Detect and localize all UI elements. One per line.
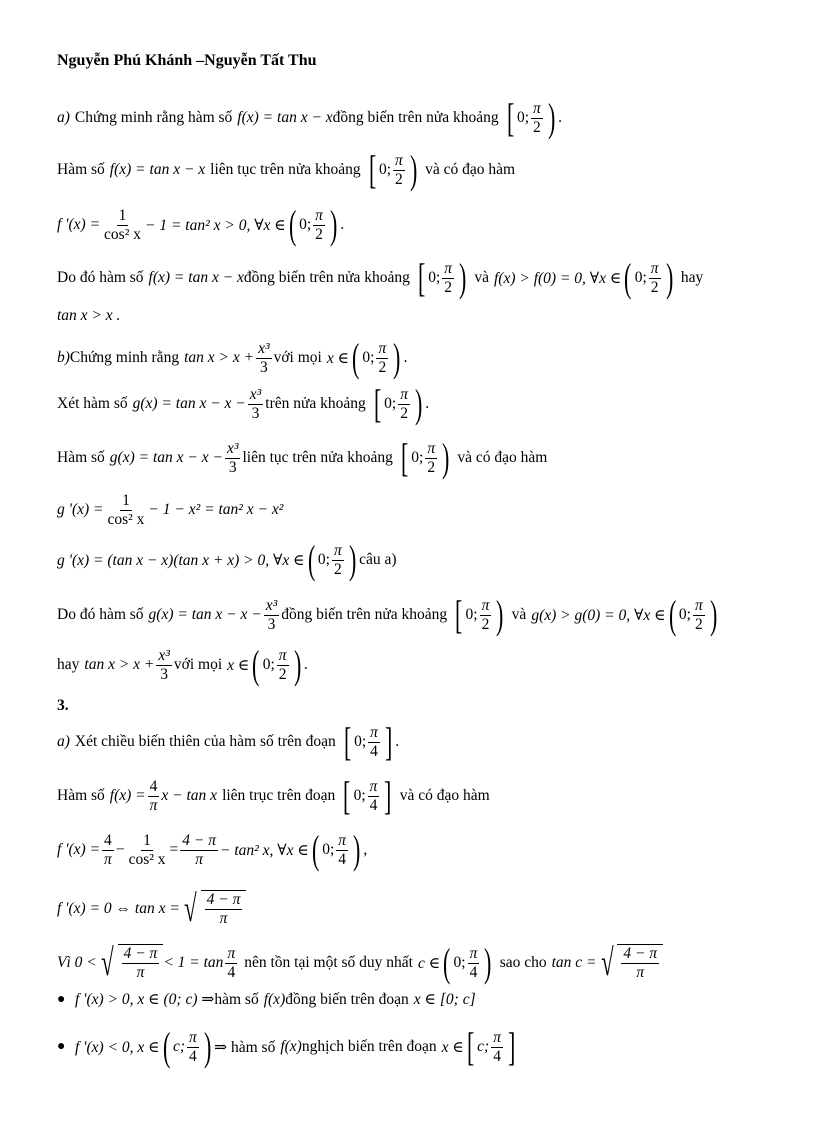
math-text: trên nửa khoảng bbox=[265, 395, 366, 412]
math-text: g(x) = tan x − x − bbox=[148, 606, 262, 623]
math-text: 0; bbox=[322, 841, 335, 858]
fraction-denominator: π bbox=[195, 850, 203, 868]
math-text: < 1 = tan bbox=[163, 954, 224, 971]
math-text: nên tồn tại một số duy nhất bbox=[244, 954, 413, 971]
fraction-denominator: cos² x bbox=[107, 510, 145, 528]
bracket: ( bbox=[162, 1024, 170, 1069]
bracket: ( bbox=[668, 592, 676, 637]
fraction bbox=[336, 832, 348, 869]
bracket: [ bbox=[455, 592, 463, 637]
math-text: 0; bbox=[465, 606, 478, 623]
math-text: tan x > x + bbox=[184, 349, 255, 366]
fraction bbox=[156, 647, 172, 684]
part-b-derivative-2 bbox=[57, 537, 786, 582]
math-text: 0; bbox=[262, 656, 275, 673]
part-a-claim bbox=[57, 95, 786, 140]
math-text: 0; bbox=[354, 733, 367, 750]
fraction-numerator: x³ bbox=[265, 596, 278, 614]
math-text: hay bbox=[680, 269, 704, 286]
radical-icon: √ bbox=[100, 942, 114, 984]
fraction bbox=[425, 440, 437, 477]
bullet-increasing bbox=[57, 990, 786, 1009]
bullet-icon: ● bbox=[57, 991, 66, 1007]
math-text: Hàm số bbox=[57, 787, 105, 804]
math-text: f(x) bbox=[263, 990, 286, 1008]
fraction bbox=[313, 207, 325, 244]
math-text: liên tục trên nửa khoảng bbox=[242, 449, 393, 466]
fraction-denominator: 2 bbox=[395, 170, 403, 188]
fraction-denominator: 2 bbox=[333, 560, 342, 578]
fraction-denominator: 3 bbox=[259, 358, 268, 376]
math-text: x ∈ bbox=[441, 1038, 464, 1056]
bracket: [ bbox=[506, 95, 514, 140]
fraction-numerator: π bbox=[493, 1028, 501, 1046]
fraction-denominator: π bbox=[136, 964, 145, 981]
math-text: − tan² x, ∀x ∈ bbox=[219, 841, 309, 859]
part-a-derivative bbox=[57, 202, 786, 247]
fraction-numerator: x³ bbox=[158, 646, 170, 664]
math-text: . bbox=[395, 733, 400, 750]
bracket: ( bbox=[624, 255, 632, 300]
math-text: tan c = bbox=[551, 954, 597, 971]
fraction bbox=[122, 945, 160, 982]
bracket: ) bbox=[393, 335, 401, 380]
fraction bbox=[649, 260, 661, 297]
math-text: và có đạo hàm bbox=[399, 787, 490, 804]
bracket: ( bbox=[252, 642, 260, 687]
part-a-continuity bbox=[57, 147, 786, 192]
section-3-critical bbox=[57, 890, 786, 928]
section-3-part-a bbox=[57, 719, 786, 764]
fraction-numerator: π bbox=[694, 596, 703, 614]
fraction-denominator: 2 bbox=[427, 458, 436, 476]
bracket: ( bbox=[288, 202, 297, 247]
part-b-result bbox=[57, 642, 786, 687]
bracket: ) bbox=[348, 537, 357, 582]
math-text: = bbox=[169, 841, 179, 858]
math-text: a) bbox=[57, 733, 70, 750]
bracket: [ bbox=[343, 773, 351, 818]
bracket: ) bbox=[496, 592, 504, 637]
bracket: ( bbox=[443, 940, 451, 985]
fraction-numerator: 1 bbox=[122, 492, 130, 509]
fraction bbox=[368, 724, 380, 761]
math-text: ⇒ hàm số bbox=[214, 1038, 276, 1056]
math-text: và bbox=[474, 269, 489, 286]
fraction bbox=[398, 386, 410, 423]
math-text: a) bbox=[57, 109, 70, 126]
fraction bbox=[256, 340, 272, 377]
section-3-function bbox=[57, 773, 786, 818]
math-text: 0; bbox=[362, 349, 375, 366]
section-3-number bbox=[57, 697, 786, 715]
fraction-numerator: π bbox=[315, 206, 323, 224]
math-text: , bbox=[363, 841, 368, 858]
bracket: [ bbox=[343, 719, 352, 764]
part-a-result bbox=[57, 307, 786, 325]
bracket: ) bbox=[547, 95, 556, 140]
fraction-numerator: 4 − π bbox=[182, 831, 216, 849]
fraction-denominator: 3 bbox=[267, 615, 276, 633]
math-text: hay bbox=[57, 656, 80, 673]
fraction-denominator: 4 bbox=[227, 963, 236, 981]
bracket: ) bbox=[442, 435, 450, 480]
math-text: 0; bbox=[411, 449, 424, 466]
bracket: [ bbox=[373, 381, 382, 426]
bracket: ) bbox=[484, 940, 492, 985]
math-text: 0; bbox=[428, 269, 441, 286]
math-text: b) bbox=[57, 349, 70, 366]
math-text: c ∈ bbox=[417, 954, 441, 972]
math-text: đồng biến trên nửa khoảng bbox=[243, 269, 410, 286]
fraction-denominator: 3 bbox=[160, 665, 169, 683]
fraction-numerator: 4 − π bbox=[623, 945, 658, 963]
fraction-denominator: 4 bbox=[338, 850, 347, 868]
fraction bbox=[102, 207, 143, 244]
bracket: [ bbox=[400, 435, 409, 480]
math-text: 0; bbox=[634, 269, 647, 286]
math-text: x − tan x bbox=[161, 787, 218, 804]
fraction-numerator: 1 bbox=[118, 206, 127, 224]
math-text: nghịch biến trên đoạn bbox=[301, 1038, 437, 1055]
part-b-claim bbox=[57, 335, 786, 380]
fraction-denominator: π bbox=[149, 796, 158, 814]
math-text: 0; bbox=[516, 109, 530, 126]
math-text: f(x) > f(0) = 0, ∀x ∈ bbox=[494, 269, 622, 287]
square-root bbox=[597, 944, 664, 982]
math-text bbox=[201, 890, 247, 928]
fraction-numerator: π bbox=[338, 831, 347, 849]
bracket: ( bbox=[352, 335, 360, 380]
fraction-denominator: cos² x bbox=[128, 850, 166, 868]
math-text: c; bbox=[477, 1038, 490, 1055]
fraction-numerator: x³ bbox=[226, 439, 239, 457]
fraction bbox=[693, 597, 705, 634]
fraction bbox=[187, 1029, 199, 1066]
fraction-numerator: π bbox=[378, 339, 387, 357]
fraction-denominator: π bbox=[219, 910, 228, 927]
math-text: và có đạo hàm bbox=[457, 449, 548, 466]
fraction-denominator: 2 bbox=[378, 358, 387, 376]
fraction bbox=[225, 945, 237, 982]
fraction-numerator: 4 − π bbox=[206, 891, 241, 909]
math-text: f(x) = tan x − x bbox=[148, 269, 244, 286]
math-text: 0; bbox=[678, 606, 691, 623]
math-text: − 1 = tan² x > 0, ∀x ∈ bbox=[144, 216, 286, 234]
bracket: [ bbox=[368, 147, 376, 192]
fraction-denominator: 2 bbox=[481, 615, 490, 633]
fraction-numerator: π bbox=[278, 646, 287, 664]
bracket: ) bbox=[353, 827, 361, 872]
fraction-numerator: π bbox=[650, 259, 659, 277]
bracket: ) bbox=[293, 642, 301, 687]
bracket: [ bbox=[466, 1024, 475, 1069]
fraction-numerator: x³ bbox=[249, 385, 262, 403]
fraction-numerator: x³ bbox=[258, 339, 270, 357]
math-text: Do đó hàm số bbox=[57, 269, 144, 286]
fraction-denominator: π bbox=[104, 850, 112, 868]
bracket: ) bbox=[329, 202, 338, 247]
radical-icon: √ bbox=[600, 942, 614, 984]
math-text: với mọi bbox=[273, 349, 322, 366]
fraction bbox=[127, 832, 168, 869]
fraction bbox=[531, 100, 543, 137]
math-text: . bbox=[558, 109, 562, 126]
fraction bbox=[148, 778, 160, 815]
author-header bbox=[57, 52, 786, 70]
math-text: đồng biến trên nửa khoảng bbox=[332, 109, 499, 126]
fraction-denominator: 4 bbox=[493, 1047, 501, 1065]
math-text: f '(x) = bbox=[57, 216, 101, 233]
math-text: . bbox=[425, 395, 430, 412]
fraction-denominator: 4 bbox=[370, 742, 378, 760]
fraction-numerator: π bbox=[400, 385, 408, 403]
math-text bbox=[617, 944, 663, 982]
math-text: f '(x) = 0 ⇔ tan x = bbox=[57, 900, 180, 917]
fraction bbox=[277, 647, 289, 684]
math-text: đồng biến trên nửa khoảng bbox=[281, 606, 448, 623]
math-text bbox=[118, 944, 164, 982]
fraction bbox=[225, 440, 241, 477]
fraction-numerator: π bbox=[227, 944, 236, 962]
bracket: ] bbox=[384, 773, 392, 818]
radical-icon: √ bbox=[183, 888, 197, 930]
bracket: ] bbox=[507, 1024, 516, 1069]
part-a-conclusion bbox=[57, 255, 786, 300]
math-text: g(x) > g(0) = 0, ∀x ∈ bbox=[531, 606, 666, 624]
part-b-derivative-1 bbox=[57, 492, 786, 529]
math-text: − 1 − x² = tan² x − x² bbox=[148, 501, 284, 519]
fraction-numerator: π bbox=[395, 151, 403, 169]
bracket: ] bbox=[384, 719, 393, 764]
fraction-denominator: 2 bbox=[278, 665, 287, 683]
fraction bbox=[621, 945, 659, 982]
math-text: 0; bbox=[299, 216, 312, 233]
fraction-denominator: 2 bbox=[444, 278, 453, 296]
fraction-denominator: 2 bbox=[650, 278, 659, 296]
fraction bbox=[332, 542, 344, 579]
fraction bbox=[393, 152, 405, 189]
fraction-denominator: 4 bbox=[469, 963, 478, 981]
square-root bbox=[97, 944, 164, 982]
part-b-continuity bbox=[57, 435, 786, 480]
math-text: liên tục trên nửa khoảng bbox=[210, 161, 361, 178]
math-text: Xét hàm số bbox=[57, 395, 128, 412]
math-text: . bbox=[403, 349, 408, 366]
fraction-numerator: π bbox=[370, 723, 378, 741]
math-text: tan x > x + bbox=[84, 656, 155, 673]
fraction-numerator: π bbox=[189, 1028, 197, 1046]
math-text: liên trục trên đoạn bbox=[222, 787, 336, 804]
fraction bbox=[376, 340, 388, 377]
fraction-denominator: 2 bbox=[400, 404, 408, 422]
bullet-icon: ● bbox=[57, 1039, 66, 1054]
math-text: 0; bbox=[384, 395, 397, 412]
math-text: x ∈ [0; c] bbox=[413, 991, 476, 1008]
fraction-numerator: 1 bbox=[143, 831, 151, 849]
math-text: f(x) = tan x − x bbox=[109, 161, 206, 178]
fraction-numerator: π bbox=[533, 99, 541, 117]
fraction-denominator: 3 bbox=[251, 404, 260, 422]
fraction-denominator: cos² x bbox=[104, 225, 141, 243]
fraction bbox=[102, 832, 114, 869]
math-text: đồng biến trên đoạn bbox=[285, 990, 409, 1008]
math-text: f(x) bbox=[280, 1038, 302, 1055]
bracket: ) bbox=[459, 255, 467, 300]
math-text: 0; bbox=[317, 551, 330, 568]
fraction-denominator: 2 bbox=[315, 225, 323, 243]
math-text: f(x) = bbox=[109, 787, 146, 804]
fraction-numerator: π bbox=[469, 944, 478, 962]
author-names: Nguyễn Phú Khánh –Nguyễn Tất Thu bbox=[57, 52, 317, 69]
fraction-numerator: π bbox=[444, 259, 453, 277]
math-text: 0; bbox=[353, 787, 366, 804]
bracket: ( bbox=[311, 827, 320, 872]
math-text: x ∈ bbox=[227, 656, 250, 674]
fraction-numerator: 4 bbox=[104, 831, 112, 849]
math-text: x ∈ bbox=[326, 349, 350, 367]
math-text: Chứng minh rằng bbox=[69, 349, 180, 366]
bracket: ) bbox=[409, 147, 418, 192]
fraction-denominator: 3 bbox=[228, 458, 237, 476]
math-text: câu a) bbox=[359, 551, 397, 568]
bracket: ) bbox=[414, 381, 423, 426]
fraction-denominator: 2 bbox=[694, 615, 703, 633]
math-text: tan x > x . bbox=[57, 307, 121, 324]
square-root bbox=[180, 890, 247, 928]
fraction-denominator: 2 bbox=[533, 118, 541, 136]
math-text: sao cho bbox=[499, 954, 547, 971]
fraction bbox=[480, 597, 492, 634]
section-3-existence bbox=[57, 940, 786, 985]
math-text: Hàm số bbox=[57, 449, 105, 466]
fraction bbox=[368, 778, 380, 815]
math-text: f '(x) = bbox=[57, 841, 101, 858]
math-text: Do đó hàm số bbox=[57, 606, 144, 623]
bracket: ( bbox=[307, 537, 315, 582]
fraction-numerator: 4 bbox=[149, 777, 158, 795]
fraction bbox=[248, 386, 264, 423]
math-text: 0; bbox=[378, 161, 391, 178]
math-text: Xét chiều biến thiên của hàm số trên đoạn bbox=[74, 733, 336, 750]
fraction-denominator: 4 bbox=[189, 1047, 197, 1065]
fraction-denominator: 4 bbox=[369, 796, 378, 814]
math-text: Chứng minh rằng hàm số bbox=[74, 109, 233, 126]
fraction-numerator: π bbox=[481, 596, 490, 614]
math-text: g '(x) = bbox=[57, 501, 104, 519]
fraction bbox=[468, 945, 480, 982]
math-text: 3. bbox=[57, 697, 69, 714]
fraction-denominator: π bbox=[636, 964, 645, 981]
part-b-define-g bbox=[57, 381, 786, 426]
math-text: g(x) = tan x − x − bbox=[132, 395, 246, 412]
math-text: Vì 0 < bbox=[57, 954, 97, 971]
math-text: . bbox=[340, 216, 345, 233]
bracket: ) bbox=[709, 592, 718, 637]
fraction bbox=[105, 492, 146, 529]
math-text: và bbox=[511, 606, 527, 623]
math-text: f(x) = tan x − x bbox=[237, 109, 333, 126]
fraction-numerator: π bbox=[369, 777, 378, 795]
math-text: hàm số bbox=[214, 990, 259, 1008]
section-3-derivative bbox=[57, 827, 786, 872]
bracket: ) bbox=[203, 1024, 212, 1069]
math-text: − bbox=[115, 841, 125, 858]
math-text: f '(x) < 0, x ∈ bbox=[75, 1038, 160, 1056]
fraction bbox=[442, 260, 454, 297]
math-text: với mọi bbox=[173, 656, 223, 673]
math-text: g '(x) = (tan x − x)(tan x + x) > 0, ∀x ∈ bbox=[57, 551, 305, 569]
bullet-decreasing bbox=[57, 1024, 786, 1069]
fraction bbox=[264, 597, 280, 634]
fraction-numerator: 4 − π bbox=[123, 945, 158, 963]
fraction-numerator: π bbox=[333, 541, 342, 559]
math-text: và có đạo hàm bbox=[425, 161, 516, 178]
math-text: 0; bbox=[453, 954, 466, 971]
bracket: [ bbox=[417, 255, 426, 300]
fraction bbox=[491, 1029, 503, 1066]
math-text: . bbox=[303, 656, 308, 673]
fraction-numerator: π bbox=[427, 439, 436, 457]
fraction bbox=[205, 891, 243, 928]
math-text: Hàm số bbox=[57, 161, 105, 178]
math-text: f '(x) > 0, x ∈ (0; c) ⇒ bbox=[75, 991, 215, 1008]
bracket: ) bbox=[665, 255, 673, 300]
math-text: c; bbox=[172, 1038, 186, 1055]
math-text: g(x) = tan x − x − bbox=[109, 449, 223, 466]
fraction bbox=[180, 832, 218, 869]
part-b-conclusion bbox=[57, 592, 786, 637]
